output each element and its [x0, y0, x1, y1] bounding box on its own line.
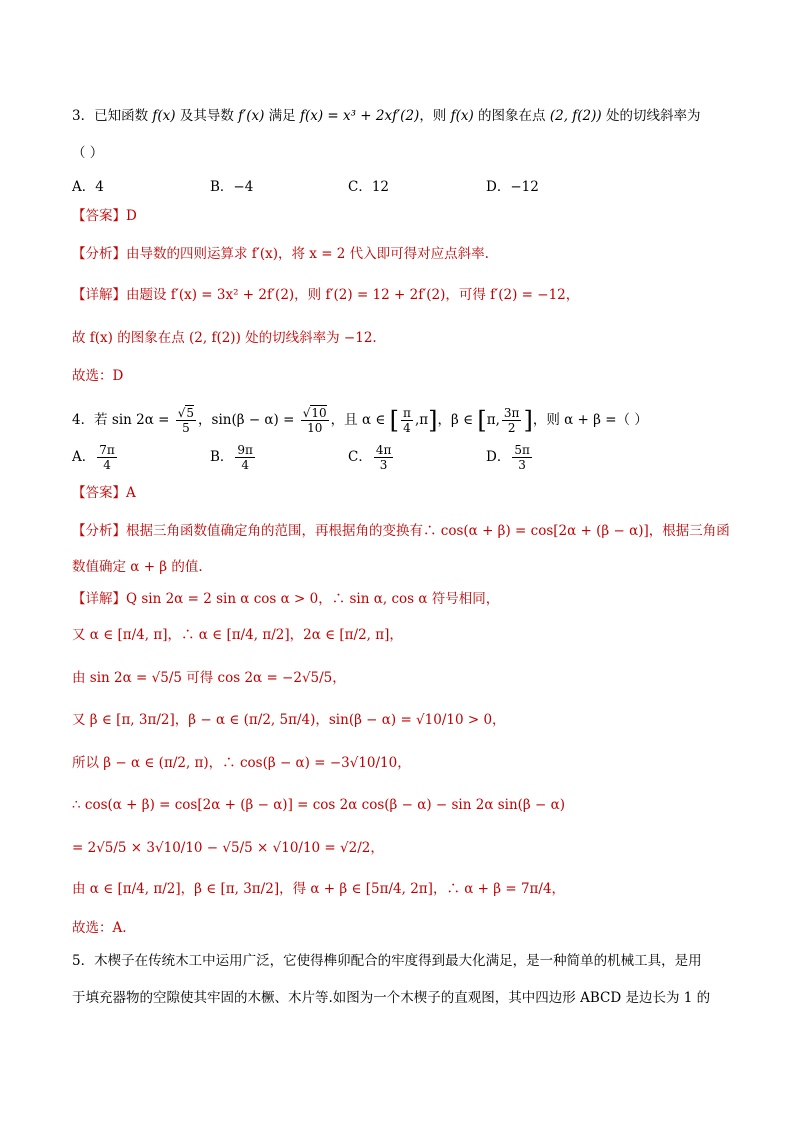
q3-option-b: B．−4: [210, 179, 254, 195]
q4-detail-8: 由 α ∈ [π/4, π/2]，β ∈ [π, 3π/2]，得 α + β ∈ [5π/4, 2π]，∴ α + β = 7π/4，: [72, 881, 566, 897]
q4-choose: 故选：A.: [72, 920, 127, 936]
q4-detail-4: 又 β ∈ [π, 3π/2]，β − α ∈ (π/2, 5π/4)，sin(β − α) = √10/10 > 0，: [72, 712, 506, 728]
q4-option-c: C． $\frac{4\pi}{3}$: [348, 443, 392, 472]
q3-detail-1: 【详解】由题设 f′(x) = 3x² + 2f′(2)，则 f′(2) = 12 + 2f′(2)，可得 f′(2) = −12，: [72, 287, 580, 303]
q3-detail-2: 故 f(x) 的图象在点 (2, f(2)) 处的切线斜率为 −12.: [72, 330, 377, 346]
frac-sqrt5-over-5: $\frac{√5}{5}$: [177, 406, 195, 435]
q5-line-1: 5．木楔子在传统木工中运用广泛，它使得榫卯配合的牢度得到最大化满足，是一种简单的机械工具，是用: [72, 953, 702, 969]
q3-number: 3．: [72, 108, 95, 124]
q4-detail-6: ∴ cos(α + β) = cos[2α + (β − α)] = cos 2α cos(β − α) − sin 2α sin(β − α): [72, 797, 566, 813]
q3-option-d: D．−12: [486, 179, 539, 195]
q3-choose: 故选：D: [72, 368, 124, 384]
q4-option-b: B． $\frac{9\pi}{4}$: [210, 443, 253, 472]
q4-detail-1: 【详解】Q sin 2α = 2 sin α cos α > 0，∴ sin α, cos α 符号相同，: [72, 591, 500, 607]
q3-option-a: A．4: [72, 179, 104, 195]
q4-analysis-2: 数值确定 α + β 的值.: [72, 559, 203, 575]
q4-answer: 【答案】A: [72, 485, 136, 501]
q4-analysis-1: 【分析】根据三角函数值确定角的范围，再根据角的变换有∴ cos(α + β) = cos[2α + (β − α)]，根据三角函: [72, 523, 730, 539]
q4-detail-2: 又 α ∈ [π/4, π]，∴ α ∈ [π/4, π/2]，2α ∈ [π/2, π]，: [72, 627, 403, 643]
q4-detail-5: 所以 β − α ∈ (π/2, π)，∴ cos(β − α) = −3√10/10，: [72, 755, 411, 771]
q4-detail-3: 由 sin 2α = √5/5 可得 cos 2α = −2√5/5，: [72, 670, 346, 686]
q4-detail-7: = 2√5/5 × 3√10/10 − √5/5 × √10/10 = √2/2，: [72, 840, 384, 856]
q3-analysis: 【分析】由导数的四则运算求 f′(x)，将 x = 2 代入即可得对应点斜率.: [72, 246, 489, 262]
q3-stem: 3．已知函数 f(x) 及其导数 f′(x) 满足 f(x) = x³ + 2xf′(2)，则 f(x) 的图象在点 (2, f(2)) 处的切线斜率为: [72, 108, 701, 124]
frac-sqrt10-over-10: $\frac{√10}{10}$: [302, 406, 327, 435]
q4-option-a: A． $\frac{7\pi}{4}$: [72, 443, 115, 472]
q3-answer: 【答案】D: [72, 208, 137, 224]
q4-option-d: D． $\frac{5\pi}{3}$: [486, 443, 530, 472]
q3-paren: （ ）: [72, 145, 104, 161]
q5-line-2: 于填充器物的空隙使其牢固的木橛、木片等.如图为一个木楔子的直观图，其中四边形 ABCD 是边长为 1 的: [72, 990, 711, 1006]
q3-option-c: C．12: [348, 179, 390, 195]
q4-stem: 4．若 sin 2α = $\frac{√5}{5}$ ，sin(β − α) = $\frac{√10}{10}$ ，且 α ∈ [ $\frac{\pi}{4}$ ,π]，β ∈ [π, $\frac{3\pi}{2}$ ]，则 α + β =（ ）: [72, 406, 648, 435]
